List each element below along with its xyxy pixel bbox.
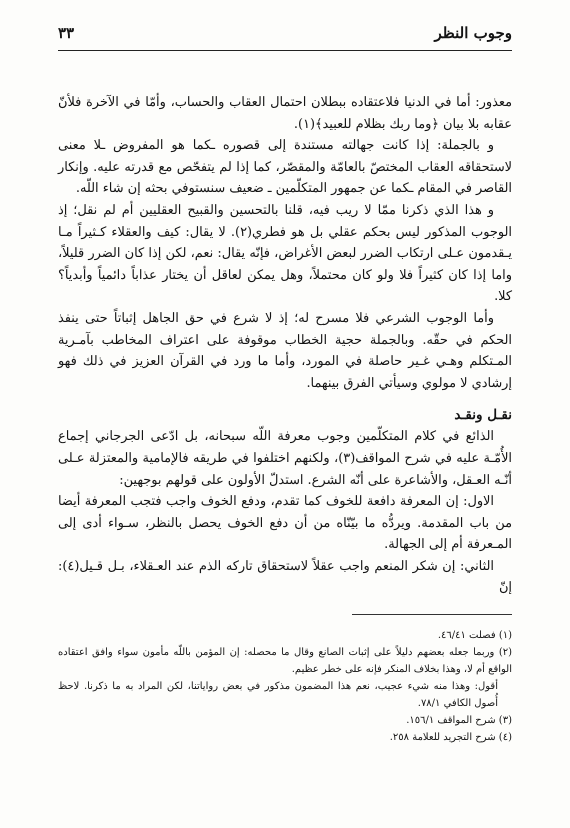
paragraph: الذائع في كلام المتكلّمين وجوب معرفة اللّه سبحانه، بل ادّعى الجرجاني إجماع الأُمّـة عليه في شرح المواقف(٣)، ولكنهم اختلفوا في طريقه فالإمامية والمعتزلة عـلى أنّـه العـقل، والأشاعرة على أنّه الشرع. استدلّ الأولون على قولهم بوجهين: — [58, 429, 513, 488]
paragraph: و هذا الذي ذكرنا ممّا لا ريب فيه، قلنا بالتحسين والقبيح العقليين أم لم نقل؛ إذ الوجوب المذكور ليس بحكم عقلي بل هو فطري(٢). لا يقال: كيف والعقلاء كـثيراً مـا يـقدمون عـلى ارتكاب الضرر لبعض الأغراض، فإنّه يقال: نعم، لكن إذا كان الضرر قليلاً، واما إذا كان كثيراً فلا ولو كان محتملاً، وهل يمكن لعاقل أن يختار عذاباً دائمياً وأبدياً؟ كلا. — [58, 202, 512, 305]
paragraph: و بالجملة: إذا كانت جهالته مستندة إلى قصوره ـكما هو المفروض ـلا معنى لاستحقاقه العقاب المختصّ بالعامّة والمقصّر، كما إذا لم يتفحّص مع قدرته عليه. وإنكار القاصر في المقام ـكما عن جمهور المتكلّمين ـ ضعيف سنستوفي بحثه إن شاء اللّه. — [58, 138, 512, 197]
paragraph: وأما الوجوب الشرعي فلا مسرح له؛ إذ لا شرع في حق الجاهل إثباتاً حتى ينفذ الحكم في حقّه. وبالجملة حجية الخطاب موقوفة على اعتراف المخاطب بآمـرية المـتكلم وهـي غـير حاصلة في المورد، وأما ما ورد في القرآن العزيز في ذلك فهو إرشادي لا مولوي وسيأتي الفرق بينهما. — [58, 310, 512, 391]
main-text — [58, 92, 512, 599]
footnote: (٢) وربما جعله بعضهم دليلاً على إثبات الصانع وقال ما محصله: إن المؤمن باللّه مأمون سواء وافق اعتقاده الواقع أم لا، وهذا بخلاف المنكر فإنه على خطر عظيم. — [58, 647, 512, 675]
page-number: ٣٣ — [58, 24, 75, 42]
paragraph: معذور: أما في الدنيا فلاعتقاده ببطلان احتمال العقاب والحساب، وأمّا في الآخرة فلأنّ عقابه بلا بيان ﴿وما ربك بظلام للعبيد﴾(١). — [58, 95, 512, 132]
footnote-divider — [352, 614, 512, 615]
footnotes — [58, 627, 512, 746]
footnote: (٤) شرح التجريد للعلامة ٢٥٨. — [389, 732, 512, 743]
footnote-continuation: أقول: وهذا منه شيء عجيب، نعم هذا المضمون مذكور في بعض رواياتنا، لكن المراد به ما ذكرنا. لاحظ أُصول الكافي ٧٨/١. — [58, 681, 498, 709]
footnote: (٣) شرح المواقف ١٥٦/١. — [406, 715, 512, 726]
running-header — [58, 22, 512, 51]
paragraph: الاول: إن المعرفة دافعة للخوف كما تقدم، ودفع الخوف واجب فتجب المعرفة أيضا من باب المقدمة. ويردُّه ما بيّنّاه من أن دفع الخوف يحصل بالنظر، سـواء أدى إلى المـعرفة أم إلى الجهالة. — [58, 494, 512, 553]
paragraph: الثاني: إن شكر المنعم واجب عقلاً لاستحقاق تاركه الذم عند العـقلاء، بـل قـيل(٤): إنّ — [58, 558, 512, 596]
running-title: وجوب النظر — [434, 24, 512, 42]
section-heading: نقـل ونقـد — [454, 407, 512, 424]
footnote: (١) فصلت ٤٦/٤١. — [437, 630, 512, 641]
